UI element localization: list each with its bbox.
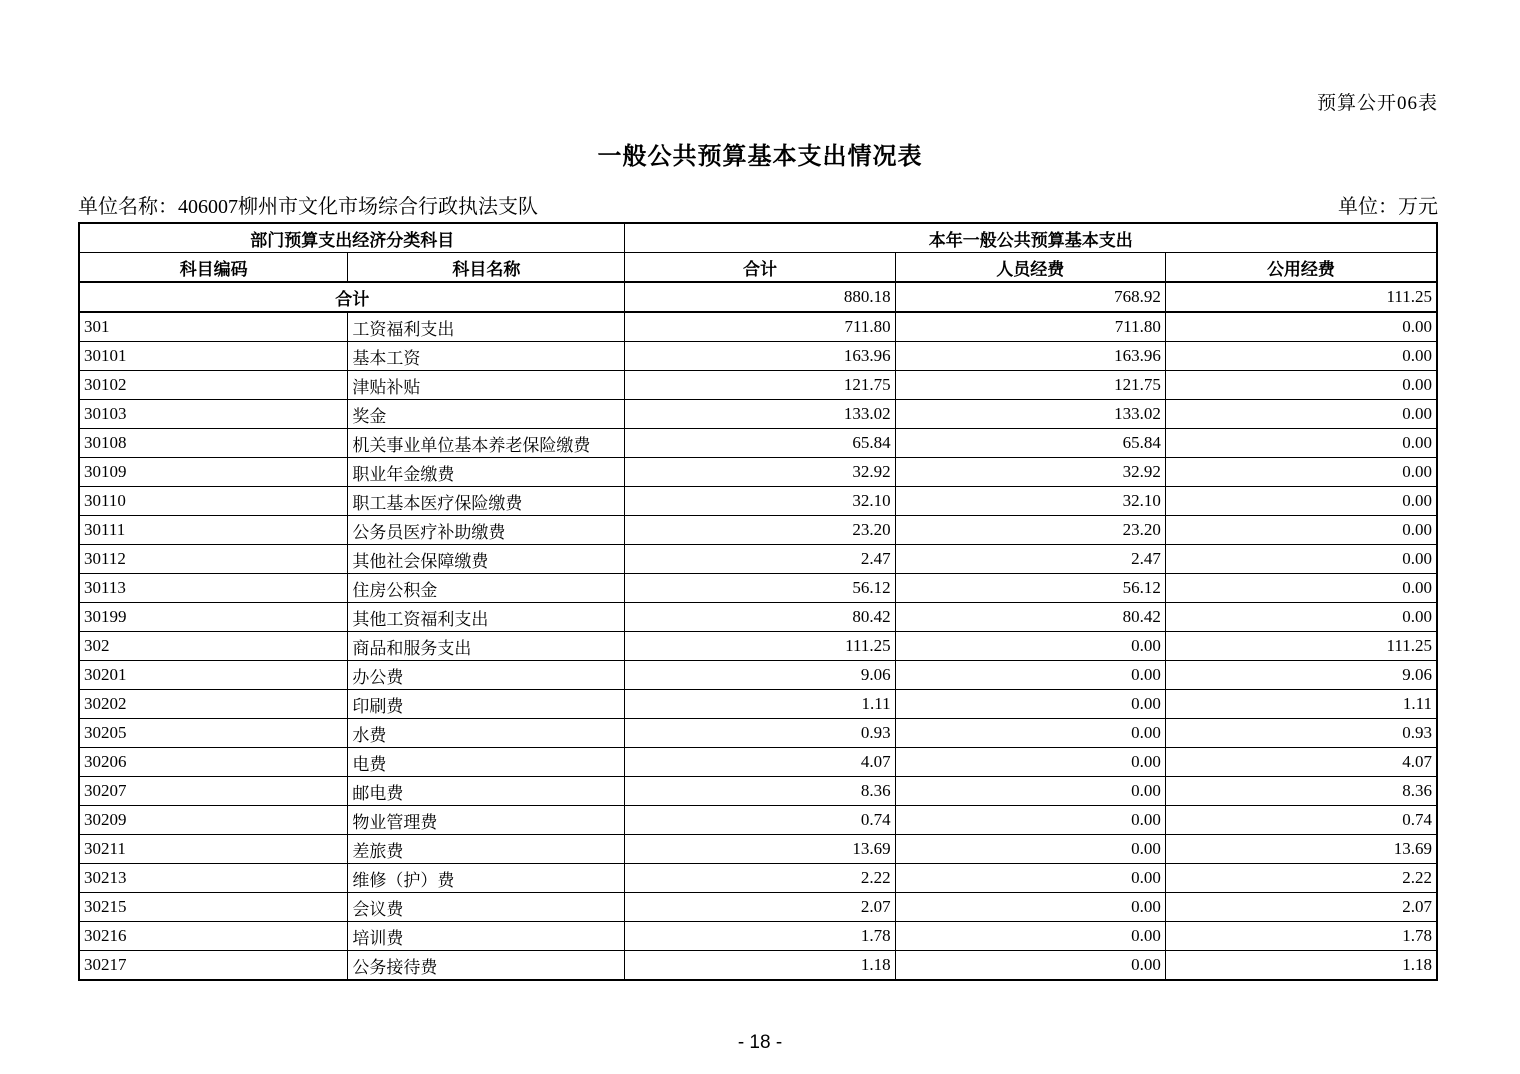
unit-name-label: 单位名称：406007柳州市文化市场综合行政执法支队 xyxy=(78,196,538,218)
cell-subject-code: 30211 xyxy=(79,835,348,864)
meta-row xyxy=(78,190,1438,219)
page-title: 一般公共预算基本支出情况表 xyxy=(597,144,923,170)
header-subject-code: 科目编码 xyxy=(79,253,348,283)
table-row xyxy=(79,719,1437,748)
cell-subject-name: 水费 xyxy=(348,719,625,748)
cell-subject-name: 印刷费 xyxy=(348,690,625,719)
cell-subject-code: 30213 xyxy=(79,864,348,893)
header-subject-group: 部门预算支出经济分类科目 xyxy=(79,223,625,253)
page-number: - 18 - xyxy=(737,1032,783,1053)
cell-subject-name: 职业年金缴费 xyxy=(348,458,625,487)
cell-subject-code: 30113 xyxy=(79,574,348,603)
table-row xyxy=(79,661,1437,690)
cell-public: 9.06 xyxy=(1165,661,1437,690)
cell-total: 32.10 xyxy=(625,487,895,516)
cell-subject-code: 30103 xyxy=(79,400,348,429)
table-row xyxy=(79,312,1437,342)
cell-public: 111.25 xyxy=(1165,632,1437,661)
total-row-label: 合计 xyxy=(79,282,625,312)
cell-total: 0.74 xyxy=(625,806,895,835)
cell-personnel: 0.00 xyxy=(895,719,1165,748)
cell-personnel: 711.80 xyxy=(895,312,1165,342)
total-row-public: 111.25 xyxy=(1165,282,1437,312)
unit-measure-label: 单位：万元 xyxy=(1338,196,1438,218)
cell-total: 121.75 xyxy=(625,371,895,400)
cell-total: 80.42 xyxy=(625,603,895,632)
cell-subject-code: 30101 xyxy=(79,342,348,371)
cell-subject-name: 奖金 xyxy=(348,400,625,429)
cell-personnel: 0.00 xyxy=(895,893,1165,922)
cell-public: 2.07 xyxy=(1165,893,1437,922)
column-header-row xyxy=(79,253,1437,283)
cell-subject-code: 30201 xyxy=(79,661,348,690)
cell-subject-code: 30206 xyxy=(79,748,348,777)
cell-personnel: 32.10 xyxy=(895,487,1165,516)
cell-total: 4.07 xyxy=(625,748,895,777)
cell-subject-name: 津贴补贴 xyxy=(348,371,625,400)
cell-public: 1.78 xyxy=(1165,922,1437,951)
cell-subject-code: 301 xyxy=(79,312,348,342)
cell-public: 0.00 xyxy=(1165,429,1437,458)
table-row xyxy=(79,545,1437,574)
cell-public: 0.00 xyxy=(1165,312,1437,342)
cell-personnel: 0.00 xyxy=(895,690,1165,719)
table-row xyxy=(79,574,1437,603)
cell-personnel: 0.00 xyxy=(895,835,1165,864)
table-row xyxy=(79,777,1437,806)
cell-total: 2.22 xyxy=(625,864,895,893)
cell-public: 0.00 xyxy=(1165,516,1437,545)
cell-personnel: 32.92 xyxy=(895,458,1165,487)
table-row xyxy=(79,603,1437,632)
cell-subject-name: 基本工资 xyxy=(348,342,625,371)
table-row xyxy=(79,690,1437,719)
cell-public: 0.00 xyxy=(1165,574,1437,603)
cell-personnel: 56.12 xyxy=(895,574,1165,603)
total-row-personnel: 768.92 xyxy=(895,282,1165,312)
cell-total: 32.92 xyxy=(625,458,895,487)
table-row xyxy=(79,371,1437,400)
cell-public: 1.18 xyxy=(1165,951,1437,981)
cell-total: 2.07 xyxy=(625,893,895,922)
cell-total: 65.84 xyxy=(625,429,895,458)
cell-public: 0.00 xyxy=(1165,603,1437,632)
cell-total: 2.47 xyxy=(625,545,895,574)
cell-public: 2.22 xyxy=(1165,864,1437,893)
cell-subject-code: 30102 xyxy=(79,371,348,400)
form-number-note: 预算公开06表 xyxy=(1316,93,1438,114)
header-expenditure-group: 本年一般公共预算基本支出 xyxy=(625,223,1437,253)
cell-personnel: 0.00 xyxy=(895,661,1165,690)
cell-subject-code: 30110 xyxy=(79,487,348,516)
cell-public: 13.69 xyxy=(1165,835,1437,864)
cell-personnel: 0.00 xyxy=(895,748,1165,777)
table-body xyxy=(79,282,1437,980)
cell-public: 0.93 xyxy=(1165,719,1437,748)
table-row xyxy=(79,951,1437,981)
cell-public: 0.00 xyxy=(1165,400,1437,429)
cell-public: 0.00 xyxy=(1165,487,1437,516)
cell-personnel: 0.00 xyxy=(895,922,1165,951)
total-row-total: 880.18 xyxy=(625,282,895,312)
table-row xyxy=(79,835,1437,864)
cell-subject-code: 30199 xyxy=(79,603,348,632)
cell-personnel: 133.02 xyxy=(895,400,1165,429)
cell-subject-name: 会议费 xyxy=(348,893,625,922)
budget-table xyxy=(78,222,1438,981)
group-header-row xyxy=(79,223,1437,253)
table-row xyxy=(79,487,1437,516)
table-row xyxy=(79,748,1437,777)
cell-personnel: 2.47 xyxy=(895,545,1165,574)
cell-total: 1.11 xyxy=(625,690,895,719)
header-total: 合计 xyxy=(625,253,895,283)
table-header xyxy=(79,223,1437,282)
cell-public: 1.11 xyxy=(1165,690,1437,719)
cell-personnel: 65.84 xyxy=(895,429,1165,458)
cell-subject-code: 30209 xyxy=(79,806,348,835)
cell-total: 133.02 xyxy=(625,400,895,429)
table-row xyxy=(79,429,1437,458)
header-subject-name: 科目名称 xyxy=(348,253,625,283)
cell-subject-name: 公务接待费 xyxy=(348,951,625,981)
cell-public: 4.07 xyxy=(1165,748,1437,777)
header-public-funds: 公用经费 xyxy=(1165,253,1437,283)
table-row xyxy=(79,342,1437,371)
cell-subject-code: 302 xyxy=(79,632,348,661)
cell-total: 0.93 xyxy=(625,719,895,748)
cell-subject-name: 机关事业单位基本养老保险缴费 xyxy=(348,429,625,458)
cell-subject-name: 工资福利支出 xyxy=(348,312,625,342)
cell-subject-code: 30108 xyxy=(79,429,348,458)
cell-public: 0.74 xyxy=(1165,806,1437,835)
cell-subject-name: 其他工资福利支出 xyxy=(348,603,625,632)
cell-total: 1.78 xyxy=(625,922,895,951)
cell-personnel: 121.75 xyxy=(895,371,1165,400)
cell-public: 0.00 xyxy=(1165,458,1437,487)
cell-public: 0.00 xyxy=(1165,371,1437,400)
table-row xyxy=(79,806,1437,835)
table-row xyxy=(79,516,1437,545)
header-personnel-funds: 人员经费 xyxy=(895,253,1165,283)
cell-subject-code: 30217 xyxy=(79,951,348,981)
cell-subject-code: 30216 xyxy=(79,922,348,951)
cell-personnel: 0.00 xyxy=(895,806,1165,835)
cell-subject-name: 物业管理费 xyxy=(348,806,625,835)
cell-subject-code: 30215 xyxy=(79,893,348,922)
table-row xyxy=(79,458,1437,487)
cell-personnel: 163.96 xyxy=(895,342,1165,371)
cell-subject-name: 邮电费 xyxy=(348,777,625,806)
table-row xyxy=(79,893,1437,922)
cell-public: 8.36 xyxy=(1165,777,1437,806)
cell-total: 23.20 xyxy=(625,516,895,545)
cell-personnel: 80.42 xyxy=(895,603,1165,632)
cell-subject-name: 办公费 xyxy=(348,661,625,690)
table-row xyxy=(79,922,1437,951)
cell-subject-name: 维修（护）费 xyxy=(348,864,625,893)
cell-subject-code: 30112 xyxy=(79,545,348,574)
cell-subject-code: 30111 xyxy=(79,516,348,545)
cell-total: 13.69 xyxy=(625,835,895,864)
cell-subject-name: 公务员医疗补助缴费 xyxy=(348,516,625,545)
cell-total: 8.36 xyxy=(625,777,895,806)
cell-personnel: 0.00 xyxy=(895,864,1165,893)
cell-personnel: 0.00 xyxy=(895,951,1165,981)
cell-subject-name: 差旅费 xyxy=(348,835,625,864)
cell-personnel: 23.20 xyxy=(895,516,1165,545)
cell-subject-name: 商品和服务支出 xyxy=(348,632,625,661)
cell-total: 711.80 xyxy=(625,312,895,342)
cell-subject-code: 30109 xyxy=(79,458,348,487)
cell-total: 56.12 xyxy=(625,574,895,603)
cell-subject-name: 职工基本医疗保险缴费 xyxy=(348,487,625,516)
cell-subject-name: 培训费 xyxy=(348,922,625,951)
table-row xyxy=(79,400,1437,429)
cell-subject-code: 30202 xyxy=(79,690,348,719)
cell-public: 0.00 xyxy=(1165,342,1437,371)
cell-total: 9.06 xyxy=(625,661,895,690)
cell-subject-name: 电费 xyxy=(348,748,625,777)
cell-subject-name: 其他社会保障缴费 xyxy=(348,545,625,574)
cell-total: 163.96 xyxy=(625,342,895,371)
cell-personnel: 0.00 xyxy=(895,632,1165,661)
cell-personnel: 0.00 xyxy=(895,777,1165,806)
cell-subject-code: 30205 xyxy=(79,719,348,748)
cell-total: 1.18 xyxy=(625,951,895,981)
cell-public: 0.00 xyxy=(1165,545,1437,574)
cell-total: 111.25 xyxy=(625,632,895,661)
total-row xyxy=(79,282,1437,312)
table-row xyxy=(79,632,1437,661)
cell-subject-code: 30207 xyxy=(79,777,348,806)
cell-subject-name: 住房公积金 xyxy=(348,574,625,603)
table-row xyxy=(79,864,1437,893)
